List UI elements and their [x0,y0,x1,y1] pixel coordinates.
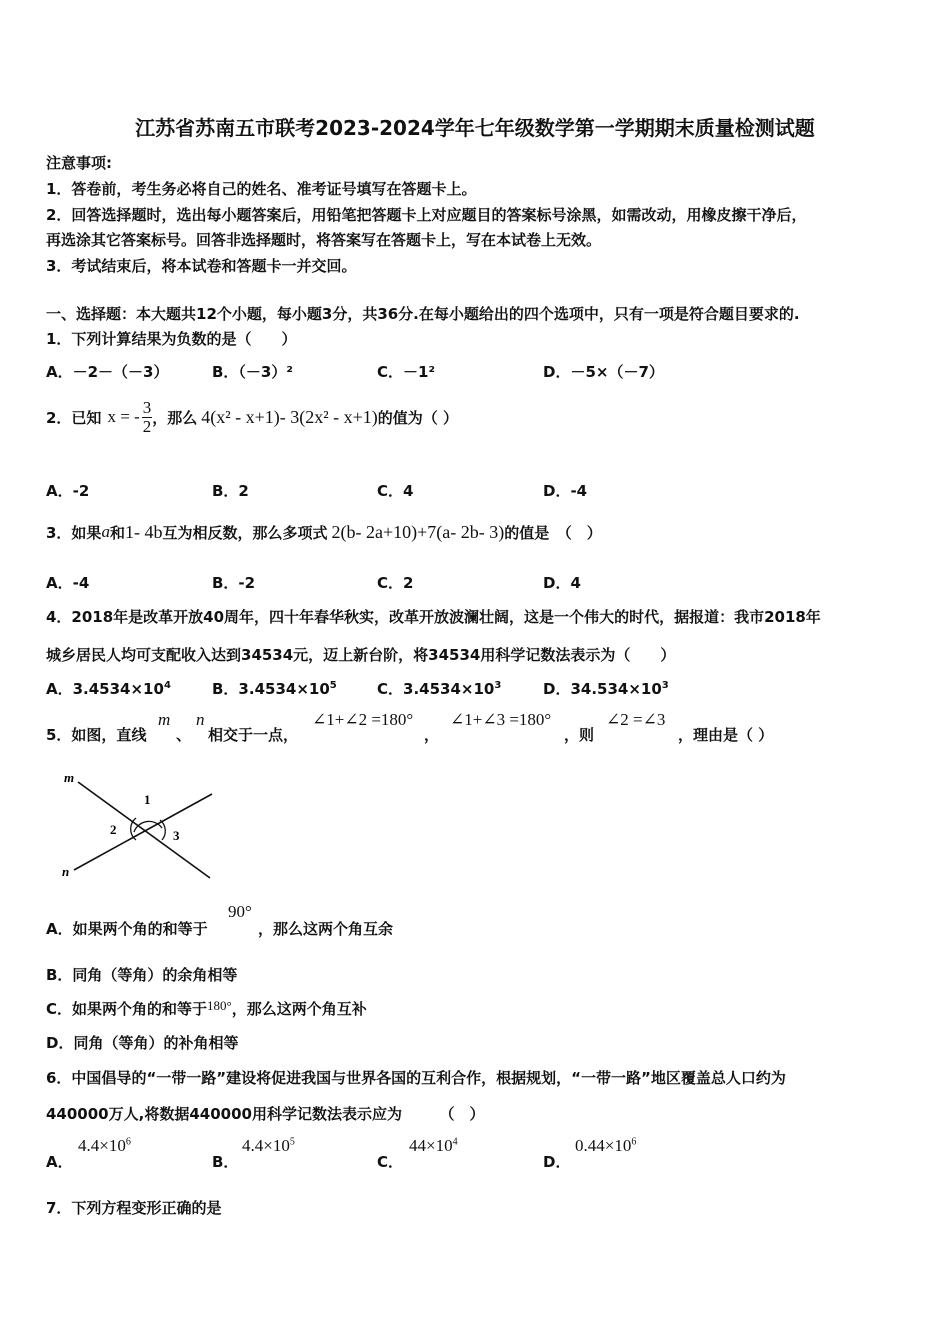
q4-option-a-exp: 4 [163,680,171,691]
q6-option-d [543,1136,693,1170]
q5-intersecting-lines-figure [60,770,220,885]
q5-separator: 、 [176,726,192,744]
q1-option-d: D．－5×（－7） [543,363,664,381]
label-angle-3: 3 [173,828,180,843]
q5-option-c-post: ，那么这两个角互补 [231,1000,367,1018]
q2-option-d: D．-4 [543,482,588,500]
q1-option-c: C．－1² [377,363,436,381]
q4-option-c [377,678,501,699]
label-m: m [64,770,75,785]
q1-option-a: A．－2－（－3） [46,363,169,381]
q6-option-d-value [575,1136,636,1156]
q4-option-c-exp: 3 [494,680,502,691]
q3-var-a: a [101,522,110,541]
q6-option-d-exp: 6 [631,1136,637,1148]
q6-option-b-value [242,1136,295,1156]
q3-option-a: A．-4 [46,574,90,592]
q5-suffix: ，理由是（ ） [678,726,774,744]
q2-option-b: B．2 [212,482,249,500]
notice-item-2-line-2: 再选涂其它答案标号。回答非选择题时，将答案写在答题卡上，写在本试卷上无效。 [46,231,602,249]
q3-option-c: C．2 [377,574,414,592]
q2-mid: ，那么 [152,408,198,427]
q6-option-c-label: C． [377,1153,404,1171]
q5-equation-3: ∠2 =∠3 [606,710,666,729]
q5-option-c-pre: C．如果两个角的和等于 [46,1000,208,1018]
line-n [74,794,212,870]
q6-option-c-base: 44×10 [409,1136,453,1155]
q3-expression-2: 2(b- 2a+10)+7(a- 2b- 3) [331,521,505,542]
q5-option-d: D．同角（等角）的补角相等 [46,1034,239,1052]
q4-option-a [46,678,171,699]
q6-option-b-label: B． [212,1153,239,1171]
q3-and: 和 [109,523,125,542]
q6-option-a [46,1136,186,1170]
q7-stem: 7．下列方程变形正确的是 [46,1199,222,1217]
q2-stem [46,394,458,440]
q2-suffix: 的值为（ ） [377,408,458,427]
q6-option-d-base: 0.44×10 [575,1136,632,1155]
q2-fraction [142,399,153,436]
q2-option-c: C．4 [377,482,414,500]
q6-option-b-exp: 5 [289,1136,295,1148]
q6-stem-line-2: 440000万人,将数据440000用科学记数法表示应为 （ ） [46,1105,485,1123]
q4-stem-line-2: 城乡居民人均可支配收入达到34534元，迈上新台阶，将34534用科学记数法表示为（ ） [46,646,676,664]
q5-equation-1: ∠1+∠2 =180° [312,710,414,729]
q4-option-d-base: D．34.534×10 [543,680,662,698]
q4-option-b [212,678,337,699]
q6-option-b-base: 4.4×10 [242,1136,290,1155]
q3-stem [46,514,602,550]
q5-line-n: n [196,710,205,729]
q4-option-b-exp: 5 [329,680,337,691]
notice-item-2-line-1: 2．回答选择题时，选出每小题答案后，用铅笔把答题卡上对应题目的答案标号涂黑，如需改动，用橡皮擦干净后， [46,206,807,224]
q5-option-c [46,998,367,1019]
q5-option-b: B．同角（等角）的余角相等 [46,966,238,984]
q4-option-b-base: B．3.4534×10 [212,680,330,698]
q1-stem: 1．下列计算结果为负数的是（ ） [46,330,297,348]
q4-option-d-exp: 3 [661,680,669,691]
q5-line-m: m [158,710,171,729]
q4-option-a-base: A．3.4534×10 [46,680,164,698]
q2-denominator: 2 [142,416,152,436]
notice-heading: 注意事项: [46,154,112,172]
q5-equation-2: ∠1+∠3 =180° [450,710,552,729]
q6-stem-line-1: 6．中国倡导的“一带一路”建设将促进我国与世界各国的互利合作，根据规划，“一带一路”地区覆盖总人口约为 [46,1069,786,1087]
q3-expression-1: 1- 4b [124,521,163,542]
q3-mid: 互为相反数，那么多项式 [162,523,328,542]
q2-prefix: 2．已知 [46,408,102,427]
q2-expression: 4(x² - x+1)- 3(2x² - x+1) [201,406,378,427]
q6-option-b [212,1136,352,1170]
q5-mid: 相交于一点， [208,726,299,744]
q2-x-eq: x = - [107,407,140,426]
q5-option-c-value: 180° [207,998,232,1013]
q6-option-c-exp: 4 [452,1136,458,1148]
q6-option-c-value [409,1136,458,1156]
q5-option-a-pre: A．如果两个角的和等于 [46,920,208,938]
q2-numerator: 3 [142,397,152,417]
q3-prefix: 3．如果 [46,523,102,542]
q4-option-c-base: C．3.4534×10 [377,680,495,698]
q5-option-a-value: 90° [228,902,252,921]
q6-option-a-exp: 6 [125,1136,131,1148]
q3-option-b: B．-2 [212,574,256,592]
q6-option-a-label: A． [46,1153,73,1171]
q5-prefix: 5．如图，直线 [46,726,147,744]
q3-option-d: D．4 [543,574,581,592]
q6-option-d-label: D． [543,1153,571,1171]
q3-suffix: 的值是 （ ） [504,523,602,542]
notice-item-1: 1．答卷前，考生务必将自己的姓名、准考证号填写在答题卡上。 [46,180,477,198]
notice-item-3: 3．考试结束后，将本试卷和答题卡一并交回。 [46,257,357,275]
q1-option-b: B．（－3）² [212,363,293,381]
q5-then: ，则 [564,726,595,744]
q6-option-a-base: 4.4×10 [78,1136,126,1155]
page-title: 江苏省苏南五市联考2023-2024学年七年级数学第一学期期末质量检测试题 [135,116,815,140]
q6-option-a-value [78,1136,131,1156]
q4-stem-line-1: 4．2018年是改革开放40周年，四十年春华秋实，改革开放波澜壮阔，这是一个伟大的时代，据报道：我市2018年 [46,608,821,626]
label-n: n [62,864,70,879]
label-angle-2: 2 [110,822,117,837]
q6-option-c [377,1136,517,1170]
q5-option-a-post: ，那么这两个角互余 [258,920,394,938]
q2-option-a: A．-2 [46,482,90,500]
section-heading: 一、选择题：本大题共12个小题，每小题3分，共36分.在每小题给出的四个选项中，只有一项是符合题目要求的. [46,305,800,323]
label-angle-1: 1 [144,792,151,807]
q5-comma: ， [424,726,440,744]
q4-option-d [543,678,669,699]
